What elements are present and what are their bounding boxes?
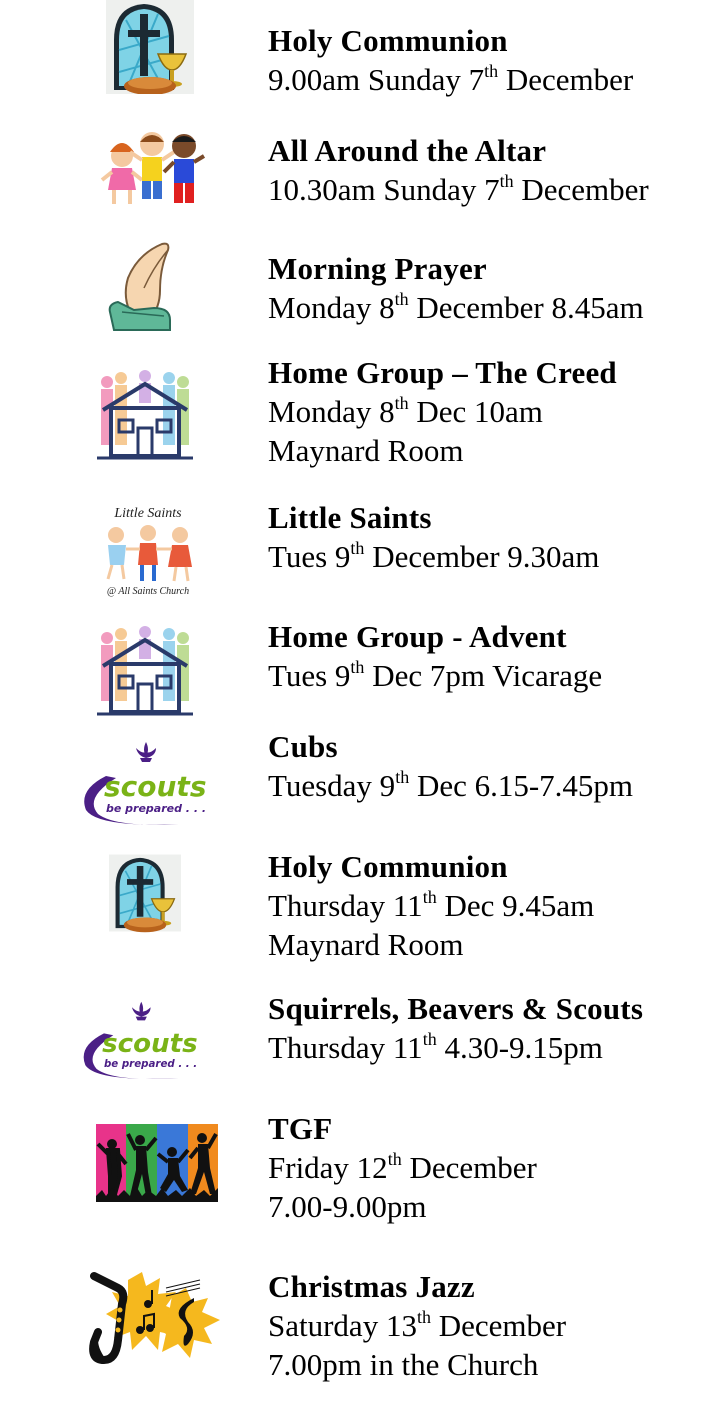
church-window-chalice-icon <box>106 0 194 94</box>
event-holy-communion-thursday <box>0 848 716 968</box>
event-title: Christmas Jazz <box>268 1269 475 1304</box>
event-text <box>268 990 643 1067</box>
event-text <box>268 250 644 327</box>
event-home-group-advent <box>0 618 716 718</box>
event-date-line: 10.30am Sunday 7th December <box>268 171 649 207</box>
event-time-line: 7.00-9.00pm <box>268 1189 427 1224</box>
event-date-line: Monday 8th December 8.45am <box>268 289 644 325</box>
event-cubs <box>0 728 716 828</box>
event-date-line: Saturday 13th December <box>268 1307 567 1343</box>
event-text <box>268 1110 537 1226</box>
praying-hands-icon <box>104 238 184 334</box>
logo-motto: be prepared . . . <box>106 802 207 815</box>
event-squirrels-beavers-scouts <box>0 990 716 1090</box>
event-title: Cubs <box>268 729 338 764</box>
event-location-line: 7.00pm in the Church <box>268 1347 539 1382</box>
event-text <box>268 618 602 695</box>
event-title: Home Group – The Creed <box>268 355 617 390</box>
event-text <box>268 132 649 209</box>
dancers-icon <box>96 1124 218 1202</box>
event-date-line: Thursday 11th 4.30-9.15pm <box>268 1029 603 1065</box>
event-date-line: Thursday 11th Dec 9.45am <box>268 887 595 923</box>
house-people-icon <box>97 370 193 460</box>
event-text <box>268 354 617 470</box>
event-home-group-the-creed <box>0 354 716 474</box>
event-all-around-the-altar <box>0 132 716 222</box>
event-title: Morning Prayer <box>268 251 487 286</box>
event-location-line: Maynard Room <box>268 433 464 468</box>
event-title: Holy Communion <box>268 23 508 58</box>
children-icon <box>100 128 208 212</box>
house-people-icon <box>97 626 193 716</box>
event-little-saints <box>0 499 716 609</box>
logo-text-top: Little Saints <box>114 506 182 521</box>
logo-word: scouts <box>102 1029 198 1060</box>
event-title: All Around the Altar <box>268 133 547 168</box>
event-christmas-jazz <box>0 1268 716 1398</box>
event-title: Little Saints <box>268 500 432 535</box>
event-location-line: Maynard Room <box>268 927 464 962</box>
event-date-line: Monday 8th Dec 10am <box>268 393 543 429</box>
event-morning-prayer <box>0 250 716 340</box>
event-title: Squirrels, Beavers & Scouts <box>268 991 644 1026</box>
event-date-line: Tues 9th Dec 7pm Vicarage <box>268 657 603 693</box>
event-date-line: Friday 12th December <box>268 1149 537 1185</box>
event-text <box>268 848 594 964</box>
event-title: Holy Communion <box>268 849 508 884</box>
event-text <box>268 22 633 99</box>
event-date-line: Tuesday 9th Dec 6.15-7.45pm <box>268 767 634 803</box>
scouts-logo <box>76 996 214 1082</box>
event-text <box>268 499 599 576</box>
logo-word: scouts <box>104 770 207 803</box>
logo-text-bottom: @ All Saints Church <box>106 586 190 597</box>
event-text <box>268 728 633 805</box>
scouts-logo <box>76 736 224 828</box>
event-title: Home Group - Advent <box>268 619 567 654</box>
little-saints-logo <box>90 501 210 597</box>
saxophone-music-icon <box>88 1270 226 1366</box>
event-tgf <box>0 1110 716 1230</box>
event-title: TGF <box>268 1111 333 1146</box>
event-holy-communion-sunday <box>0 22 716 122</box>
church-window-chalice-icon <box>109 844 181 942</box>
event-date-line: 9.00am Sunday 7th December <box>268 61 634 97</box>
event-date-line: Tues 9th December 9.30am <box>268 538 600 574</box>
event-text <box>268 1268 566 1384</box>
logo-motto: be prepared . . . <box>103 1057 198 1070</box>
